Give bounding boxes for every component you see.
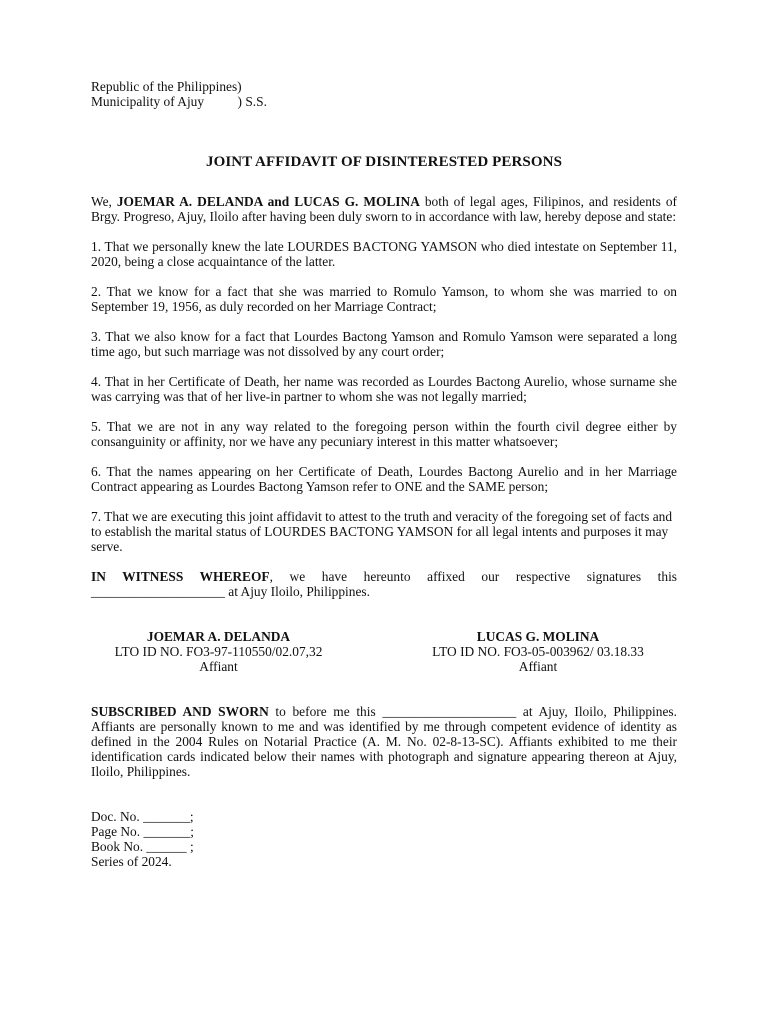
statement-4: 4. That in her Certificate of Death, her name was recorded as Lourdes Bactong Aurelio, whose surname she was carrying was that of her live-in partner to whom she was not legally married; bbox=[91, 374, 677, 404]
affiant-role: Affiant bbox=[518, 659, 558, 674]
statement-1: 1. That we personally knew the late LOURDES BACTONG YAMSON who died intestate on September 11, 2020, being a close acquaintance of the latter. bbox=[91, 239, 677, 269]
statement-5: 5. That we are not in any way related to the foregoing person within the fourth civil degree either by consanguinity or affinity, nor we have any pecuniary interest in this matter whatsoever; bbox=[91, 419, 677, 449]
jurat-lead: SUBSCRIBED AND SWORN bbox=[91, 704, 269, 719]
venue-block bbox=[91, 79, 677, 109]
affiant-name: LUCAS G. MOLINA bbox=[476, 629, 600, 644]
affiant-id: LTO ID NO. FO3-05-003962/ 03.18.33 bbox=[432, 644, 644, 659]
intro-affiant-names: JOEMAR A. DELANDA and LUCAS G. MOLINA bbox=[116, 194, 420, 209]
book-no: Book No. ______ ; bbox=[91, 839, 194, 854]
statement-7: 7. That we are executing this joint affidavit to attest to the truth and veracity of the foregoing set of facts and to establish the marital status of LOURDES BACTONG YAMSON for all legal intents and purposes it may serve. bbox=[91, 509, 673, 554]
intro-we: We, bbox=[91, 194, 117, 209]
statement-2: 2. That we know for a fact that she was married to Romulo Yamson, to whom she was married to on September 19, 1956, as duly recorded on her Marriage Contract; bbox=[91, 284, 677, 314]
affiant-signature-block-2 bbox=[403, 629, 673, 674]
page-no: Page No. _______; bbox=[91, 824, 195, 839]
affiant-name: JOEMAR A. DELANDA bbox=[146, 629, 291, 644]
witness-lead: IN WITNESS WHEREOF bbox=[91, 569, 270, 584]
series: Series of 2024. bbox=[91, 854, 172, 869]
affidavit-page bbox=[91, 79, 677, 869]
statement-3: 3. That we also know for a fact that Lourdes Bactong Yamson and Romulo Yamson were separated a long time ago, but such marriage was not dissolved by any court order; bbox=[91, 329, 677, 359]
affiant-signature-block-1 bbox=[91, 629, 346, 674]
document-title: JOINT AFFIDAVIT OF DISINTERESTED PERSONS bbox=[205, 154, 563, 170]
affiant-role: Affiant bbox=[199, 659, 238, 674]
venue-country: Republic of the Philippines) bbox=[91, 79, 242, 94]
intro-rest: both of legal ages, Filipinos, and residents of Brgy. Progreso, Ajuy, Iloilo after having been duly sworn to in accordance with law, hereby depose and state: bbox=[91, 194, 677, 224]
jurat-rest: to before me this ____________________ at Ajuy, Iloilo, Philippines. Affiants are personally known to me and was identified by me through competent evidence of identity as defined in the 2004 Rules on Notarial Practice (A. M. No. 02-8-13-SC). Affiants exhibited to me their identification cards indicated below their names with photograph and signature appearing thereon at Ajuy, Iloilo, Philippines. bbox=[91, 704, 677, 779]
signature-row bbox=[91, 629, 677, 674]
affiant-id: LTO ID NO. FO3-97-110550/02.07,32 bbox=[114, 644, 323, 659]
witness-paragraph bbox=[91, 569, 677, 599]
venue-municipality: Municipality of Ajuy ) S.S. bbox=[91, 94, 267, 109]
intro-paragraph bbox=[91, 194, 677, 224]
statement-6: 6. That the names appearing on her Certificate of Death, Lourdes Bactong Aurelio and in her Marriage Contract appearing as Lourdes Bactong Yamson refer to ONE and the SAME person; bbox=[91, 464, 677, 494]
jurat-paragraph bbox=[91, 704, 677, 779]
witness-rest: , we have hereunto affixed our respective signatures this ____________________ at Ajuy Iloilo, Philippines. bbox=[91, 569, 678, 599]
notarial-register-block bbox=[91, 809, 677, 869]
doc-no: Doc. No. _______; bbox=[91, 809, 194, 824]
